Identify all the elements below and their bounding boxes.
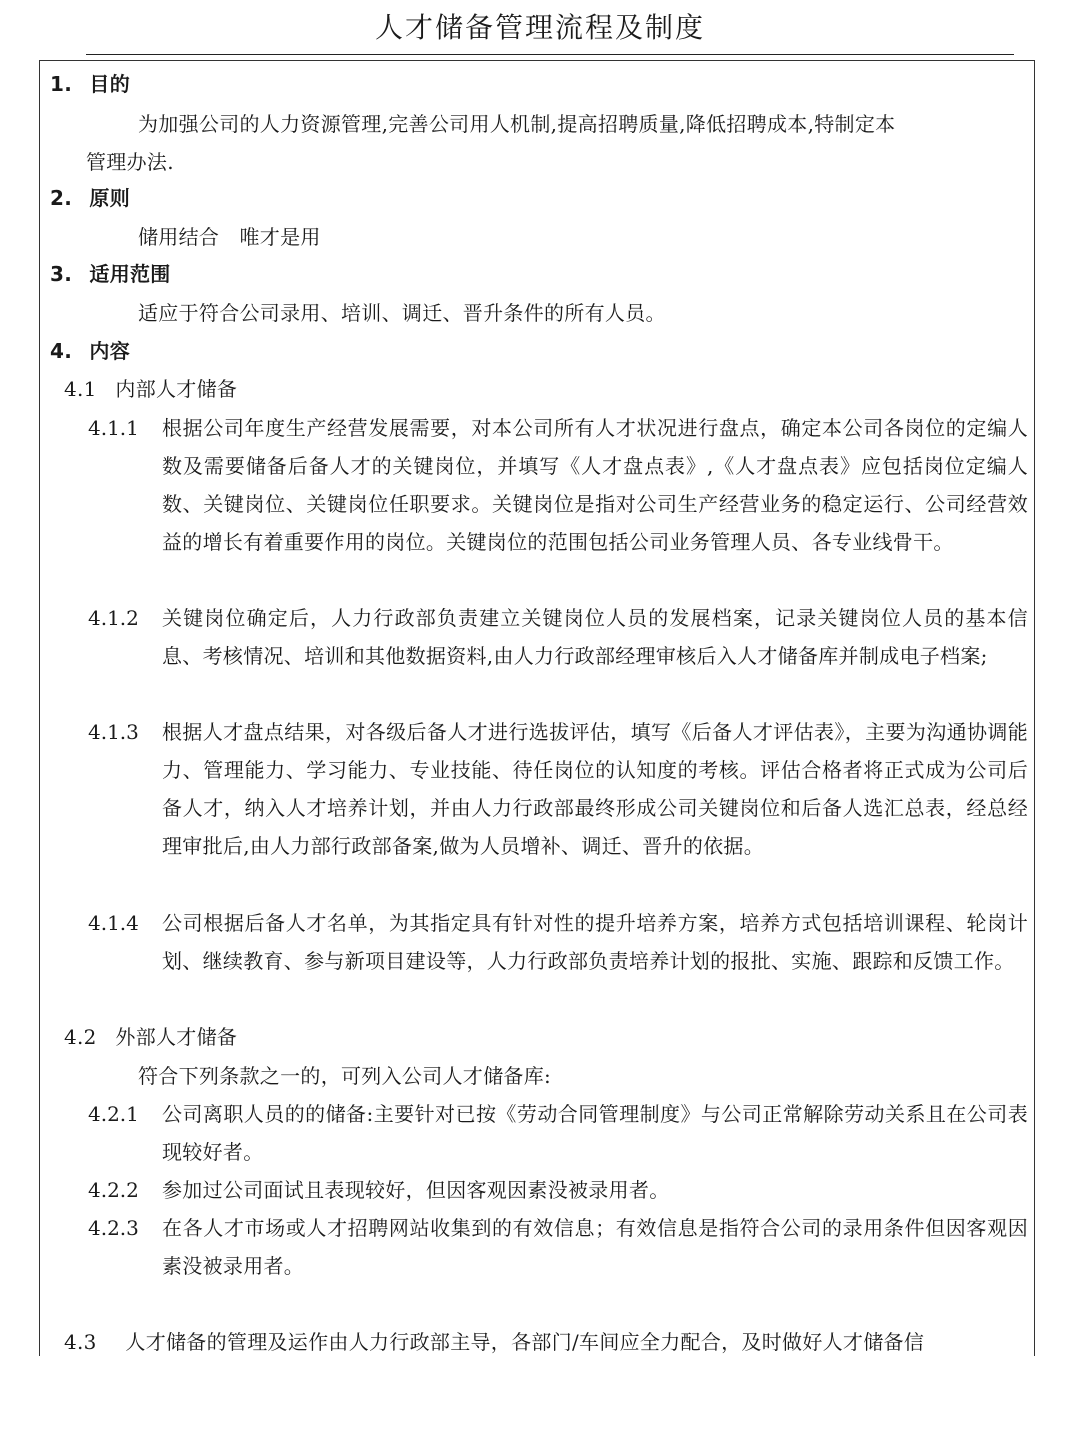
section-3-number: 3.	[50, 262, 73, 286]
title-rule	[86, 54, 1014, 55]
subsection-4-2-heading	[64, 1025, 237, 1049]
page-title: 人才储备管理流程及制度	[374, 11, 705, 44]
item-4-1-4-number: 4.1.4	[88, 911, 139, 935]
subsection-4-1-title: 内部人才储备	[115, 377, 238, 401]
subsection-4-1-number: 4.1	[64, 377, 97, 401]
section-4-title: 内容	[89, 339, 130, 363]
subsection-4-3	[64, 1330, 924, 1354]
subsection-4-1-heading	[64, 377, 237, 401]
section-3-title: 适用范围	[89, 262, 171, 286]
subsection-4-2-intro: 符合下列条款之一的，可列入公司人才储备库:	[138, 1064, 552, 1088]
item-4-1-1-text: 根据公司年度生产经营发展需要，对本公司所有人才状况进行盘点，确定本公司各岗位的定编人数及需要储备后备人才的关键岗位，并填写《人才盘点表》,《人才盘点表》应包括岗位定编人数、关键岗位、关键岗位任职要求。关键岗位是指对公司生产经营业务的稳定运行、公司经营效益的增长有着重要作用的岗位。关键岗位的范围包括公司业务管理人员、各专业线骨干。	[162, 416, 1028, 554]
item-4-2-1-text: 公司离职人员的的储备:主要针对已按《劳动合同管理制度》与公司正常解除劳动关系且在公司表现较好者。	[162, 1102, 1028, 1164]
subsection-4-3-number: 4.3	[64, 1330, 97, 1354]
section-1-heading	[50, 72, 130, 96]
section-2-text: 储用结合 唯才是用	[138, 225, 321, 249]
item-4-1-3-text: 根据人才盘点结果，对各级后备人才进行选拔评估，填写《后备人才评估表》，主要为沟通协调能力、管理能力、学习能力、专业技能、待任岗位的认知度的考核。评估合格者将正式成为公司后备人才，纳入人才培养计划，并由人力行政部最终形成公司关键岗位和后备人选汇总表，经总经理审批后,由人力部行政部备案,做为人员增补、调迁、晋升的依据。	[162, 720, 1028, 858]
item-4-1-2-number: 4.1.2	[88, 606, 139, 630]
subsection-4-3-text: 人才储备的管理及运作由人力行政部主导，各部门/车间应全力配合，及时做好人才储备信	[125, 1330, 925, 1354]
subsection-4-2-title: 外部人才储备	[115, 1025, 238, 1049]
item-4-2-1-number: 4.2.1	[88, 1102, 139, 1126]
section-2-heading	[50, 186, 130, 210]
item-4-2-2-text: 参加过公司面试且表现较好，但因客观因素没被录用者。	[162, 1178, 670, 1202]
item-4-1-2-text: 关键岗位确定后，人力行政部负责建立关键岗位人员的发展档案，记录关键岗位人员的基本信息、考核情况、培训和其他数据资料,由人力行政部经理审核后入人才储备库并制成电子档案;	[162, 606, 1028, 668]
item-4-1-1-number: 4.1.1	[88, 416, 139, 440]
subsection-4-2-number: 4.2	[64, 1025, 97, 1049]
section-2-title: 原则	[89, 186, 130, 210]
section-3-text: 适应于符合公司录用、培训、调迁、晋升条件的所有人员。	[138, 301, 666, 325]
item-4-1-4-text: 公司根据后备人才名单，为其指定具有针对性的提升培养方案，培养方式包括培训课程、轮岗计划、继续教育、参与新项目建设等，人力行政部负责培养计划的报批、实施、跟踪和反馈工作。	[162, 911, 1028, 973]
section-4-number: 4.	[50, 339, 73, 363]
section-1-number: 1.	[50, 72, 73, 96]
section-2-number: 2.	[50, 186, 73, 210]
section-1-text-line-2: 管理办法.	[86, 150, 174, 174]
section-3-heading	[50, 262, 171, 286]
section-1-text-line-1: 为加强公司的人力资源管理,完善公司用人机制,提高招聘质量,降低招聘成本,特制定本	[138, 112, 896, 136]
item-4-2-2-number: 4.2.2	[88, 1178, 139, 1202]
section-4-heading	[50, 339, 130, 363]
item-4-1-3-number: 4.1.3	[88, 720, 139, 744]
item-4-2-3-text: 在各人才市场或人才招聘网站收集到的有效信息；有效信息是指符合公司的录用条件但因客观因素没被录用者。	[162, 1216, 1028, 1278]
section-1-title: 目的	[89, 72, 130, 96]
item-4-2-3-number: 4.2.3	[88, 1216, 139, 1240]
